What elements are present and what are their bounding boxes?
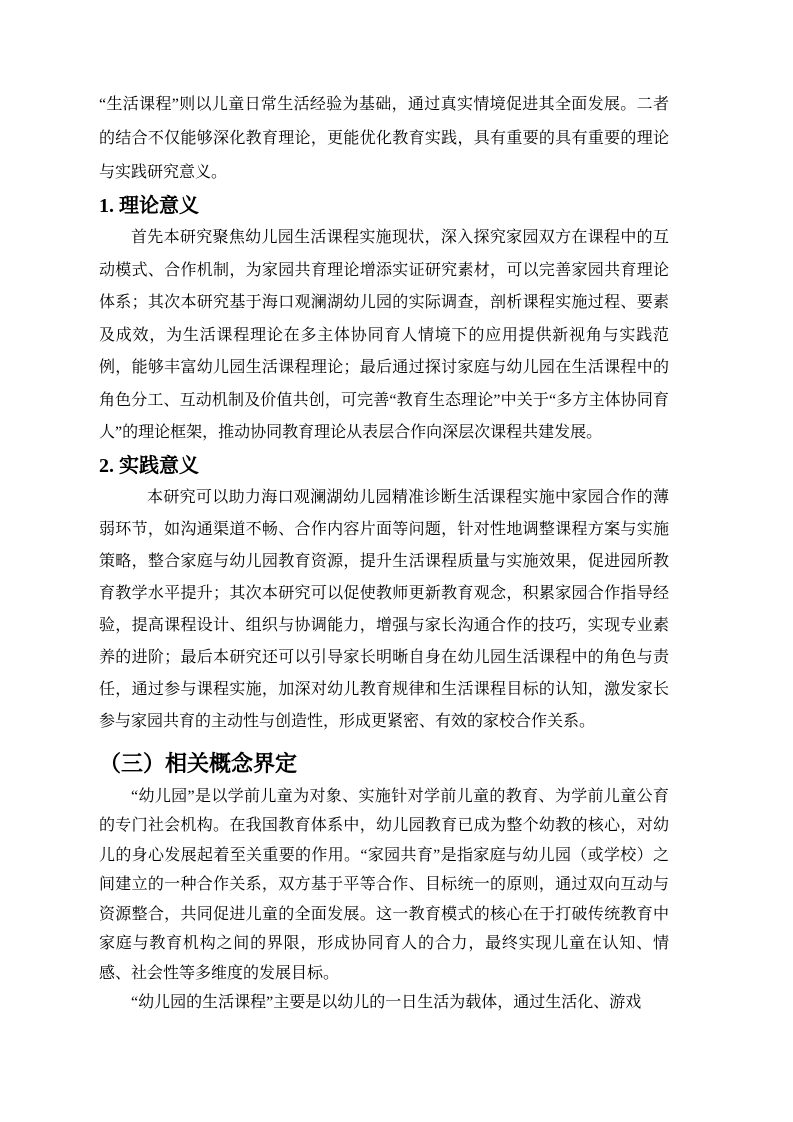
heading-concept-definition: （三）相关概念界定 [99, 750, 298, 776]
heading-theoretical-significance: 1. 理论意义 [99, 195, 199, 217]
paragraph-concept-life-curriculum: “幼儿园的生活课程”主要是以幼儿的一日生活为载体，通过生活化、游戏 [131, 994, 642, 1011]
heading-practical-significance: 2. 实践意义 [99, 454, 199, 477]
paragraph-concept-kindergarten: “幼儿园”是以学前儿童为对象、实施针对学前儿童的教育、为学前儿童公育的专门社会机构。在我国教育体系中，幼儿园教育已成为整个幼教的核心，对幼儿的身心发展起着至关重要的作用。“家园共育”是指家庭与幼儿园（或学校）之间建立的一种合作关系，双方基于平等合作、目标统一的原则，通过双向互动与资源整合，共同促进儿童的全面发展。这一教育模式的核心在于打破传统教育中家庭与教育机构之间的界限，形成协同育人的合力，最终实现儿童在认知、情感、社会性等多维度的发展目标。 [99, 787, 669, 982]
intro-paragraph: “生活课程”则以儿童日常生活经验为基础，通过真实情境促进其全面发展。二者的结合不仅能够深化教育理论，更能优化教育实践，具有重要的具有重要的理论与实践研究意义。 [99, 96, 669, 181]
paragraph-theoretical-significance: 首先本研究聚焦幼儿园生活课程实施现状，深入探究家园双方在课程中的互动模式、合作机制，为家园共育理论增添实证研究素材，可以完善家园共育理论体系；其次本研究基于海口观澜湖幼儿园的实际调查，剖析课程实施过程、要素及成效，为生活课程理论在多主体协同育人情境下的应用提供新视角与实践范例，能够丰富幼儿园生活课程理论；最后通过探讨家庭与幼儿园在生活课程中的角色分工、互动机制及价值共创，可完善“教育生态理论”中关于“多方主体协同育人”的理论框架，推动协同教育理论从表层合作向深层次课程共建发展。 [99, 229, 669, 441]
paragraph-practical-significance: 本研究可以助力海口观澜湖幼儿园精准诊断生活课程实施中家园合作的薄弱环节，如沟通渠道不畅、合作内容片面等问题，针对性地调整课程方案与实施策略，整合家庭与幼儿园教育资源，提升生活课程质量与实施效果，促进园所教育教学水平提升；其次本研究可以促使教师更新教育观念，积累家园合作指导经验，提高课程设计、组织与协调能力，增强与家长沟通合作的技巧，实现专业素养的进阶；最后本研究还可以引导家长明晰自身在幼儿园生活课程中的角色与责任，通过参与课程实施，加深对幼儿教育规律和生活课程目标的认知，激发家长参与家园共育的主动性与创造性，形成更紧密、有效的家校合作关系。 [99, 488, 669, 730]
